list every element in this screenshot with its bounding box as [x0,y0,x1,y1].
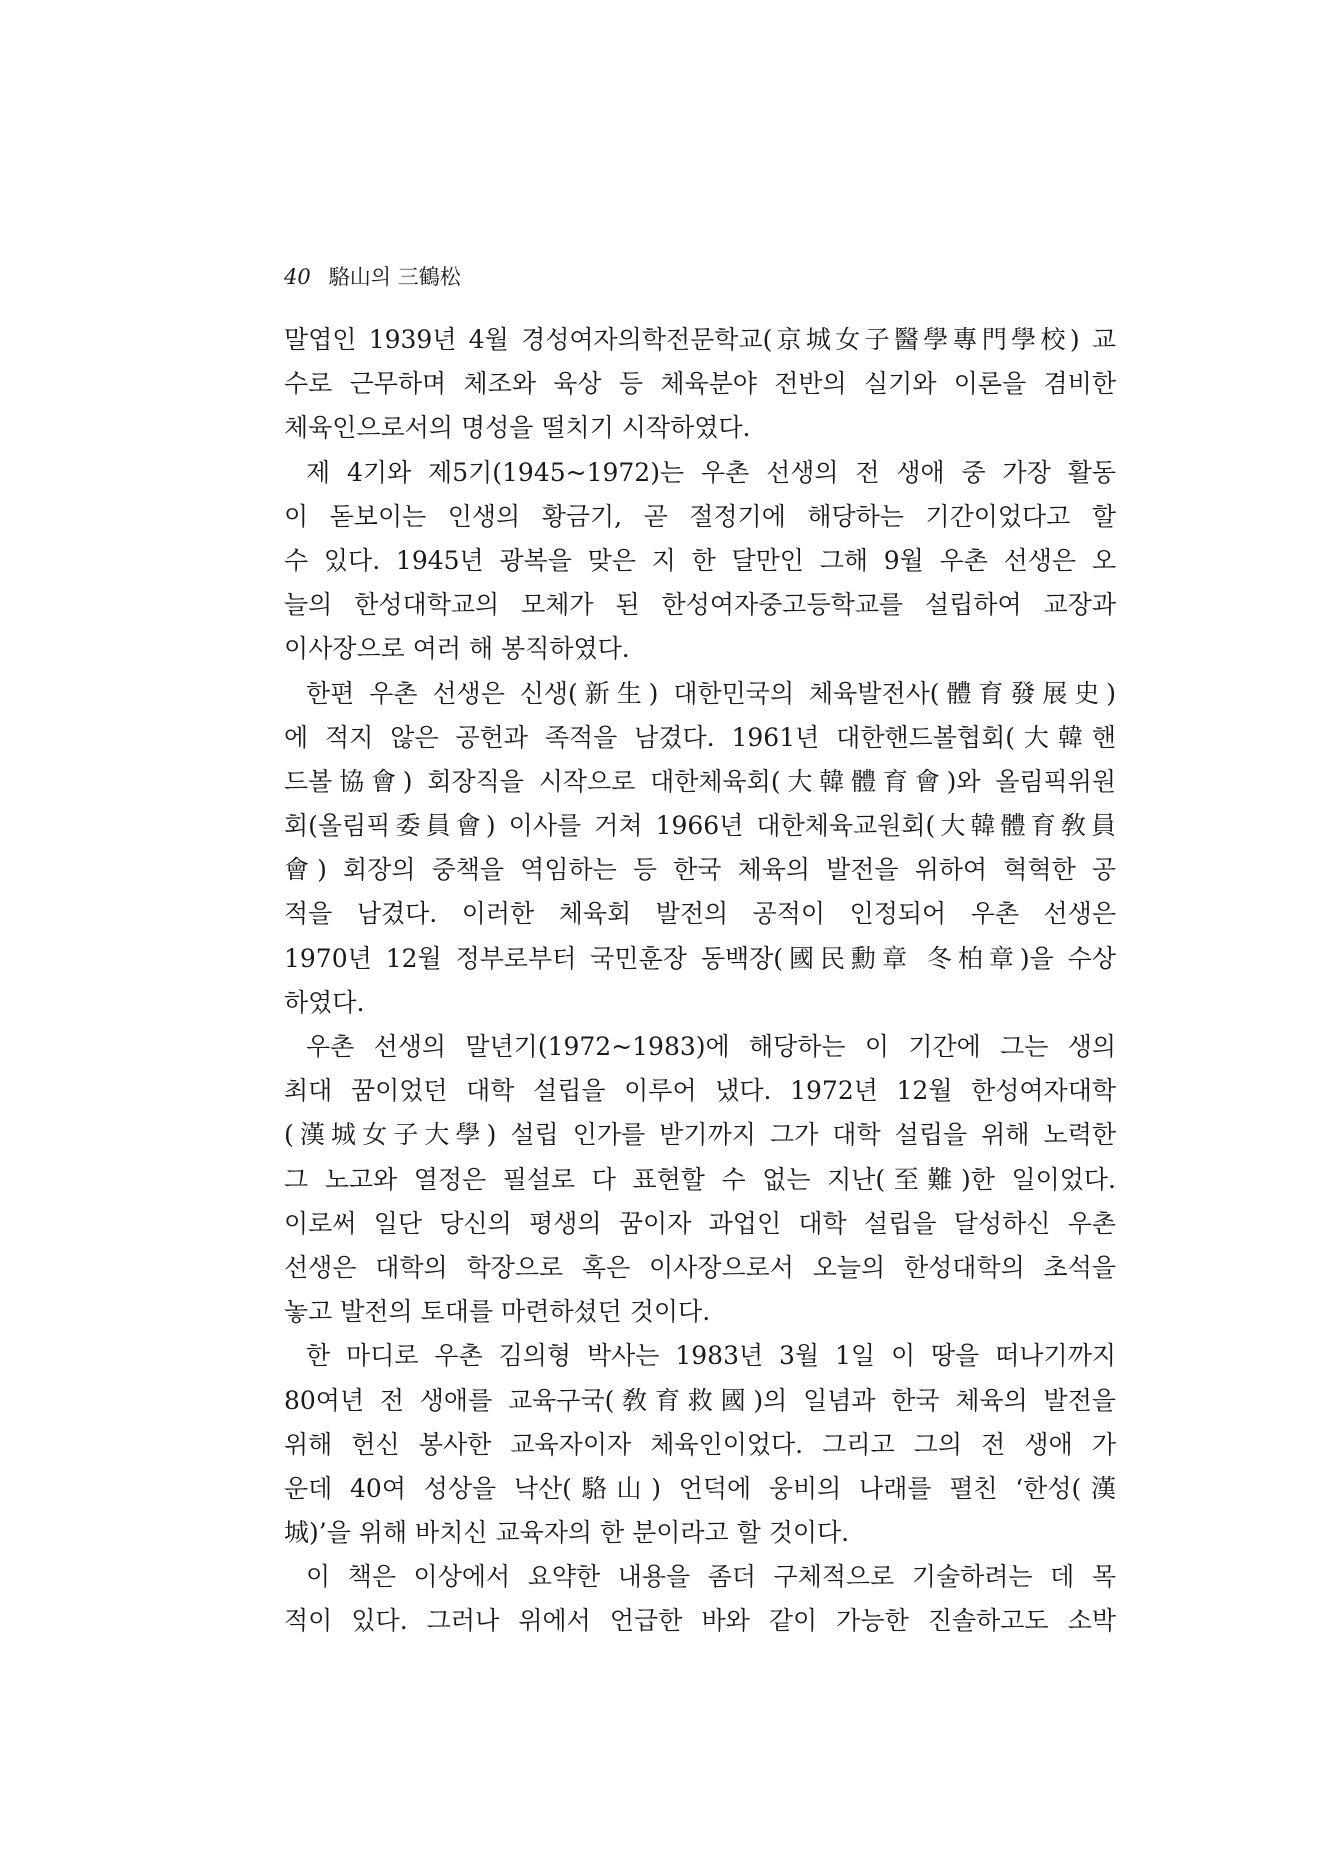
text-line: 한 마디로 우촌 김의형 박사는 1983년 3월 1일 이 땅을 떠나기까지 [306,1341,1116,1371]
text-line: 선생은 대학의 학장으로 혹은 이사장으로서 오늘의 한성대학의 초석을 [284,1252,1116,1282]
text-line: 이 책은 이상에서 요약한 내용을 좀더 구체적으로 기술하려는 데 목 [306,1562,1116,1592]
running-title: 駱山의 三鶴松 [328,265,461,289]
text-line: 城)’을 위해 바치신 교육자의 한 분이라고 할 것이다. [284,1518,850,1548]
text-line: 우촌 선생의 말년기(1972~1983)에 해당하는 이 기간에 그는 생의 [306,1032,1116,1061]
text-line: 제 4기와 제5기(1945~1972)는 우촌 선생의 전 생애 중 가장 활동 [306,457,1116,487]
text-line: 이 돋보이는 인생의 황금기, 곧 절정기에 해당하는 기간이었다고 할 [284,501,1116,531]
text-line: 會) 회장의 중책을 역임하는 등 한국 체육의 발전을 위하여 혁혁한 공 [284,855,1116,885]
page-number: 40 [284,265,311,289]
text-line: 회(올림픽委員會) 이사를 거쳐 1966년 대한체육교원회(大韓體育敎員 [284,811,1116,841]
text-line: 드볼協會) 회장직을 시작으로 대한체육회(大韓體育會)와 올림픽위원 [284,766,1116,796]
text-line: 이로써 일단 당신의 평생의 꿈이자 과업인 대학 설립을 달성하신 우촌 [284,1208,1116,1238]
text-line: 80여년 전 생애를 교육구국(敎育救國)의 일념과 한국 체육의 발전을 [284,1385,1116,1415]
text-line: 적이 있다. 그러나 위에서 언급한 바와 같이 가능한 진솔하고도 소박 [284,1606,1116,1636]
text-line: 적을 남겼다. 이러한 체육회 발전의 공적이 인정되어 우촌 선생은 [284,899,1116,929]
text-line: 수로 근무하며 체조와 육상 등 체육분야 전반의 실기와 이론을 겸비한 [284,369,1116,399]
text-line: 1970년 12월 정부로부터 국민훈장 동백장(國民勳章 冬柏章)을 수상 [284,943,1116,973]
text-line: 이사장으로 여러 해 봉직하였다. [284,634,630,664]
text-line: 운데 40여 성상을 낙산(駱山) 언덕에 웅비의 나래를 펼친 ‘한성(漢 [284,1473,1116,1503]
text-line: 늘의 한성대학교의 모체가 된 한성여자중고등학교를 설립하여 교장과 [284,590,1116,620]
text-line: 말엽인 1939년 4월 경성여자의학전문학교(京城女子醫學專門學校) 교 [284,325,1116,354]
body-text [284,318,1116,1644]
text-line: 그 노고와 열정은 필설로 다 표현할 수 없는 지난(至難)한 일이었다. [284,1164,1116,1194]
text-line: 최대 꿈이었던 대학 설립을 이루어 냈다. 1972년 12월 한성여자대학 [284,1076,1116,1106]
text-line: 체육인으로서의 명성을 떨치기 시작하였다. [284,413,751,443]
running-header [284,262,461,292]
text-line: 위해 헌신 봉사한 교육자이자 체육인이었다. 그리고 그의 전 생애 가 [284,1429,1116,1459]
text-line: 한편 우촌 선생은 신생(新生) 대한민국의 체육발전사(體育發展史) [306,678,1116,708]
text-line: 하였다. [284,987,365,1017]
text-line: 놓고 발전의 토대를 마련하셨던 것이다. [284,1297,711,1327]
text-line: (漢城女子大學) 설립 인가를 받기까지 그가 대학 설립을 위해 노력한 [284,1120,1116,1150]
text-line: 에 적지 않은 공헌과 족적을 남겼다. 1961년 대한핸드볼협회(大韓핸 [284,722,1116,752]
text-line: 수 있다. 1945년 광복을 맞은 지 한 달만인 그해 9월 우촌 선생은 오 [284,545,1116,575]
